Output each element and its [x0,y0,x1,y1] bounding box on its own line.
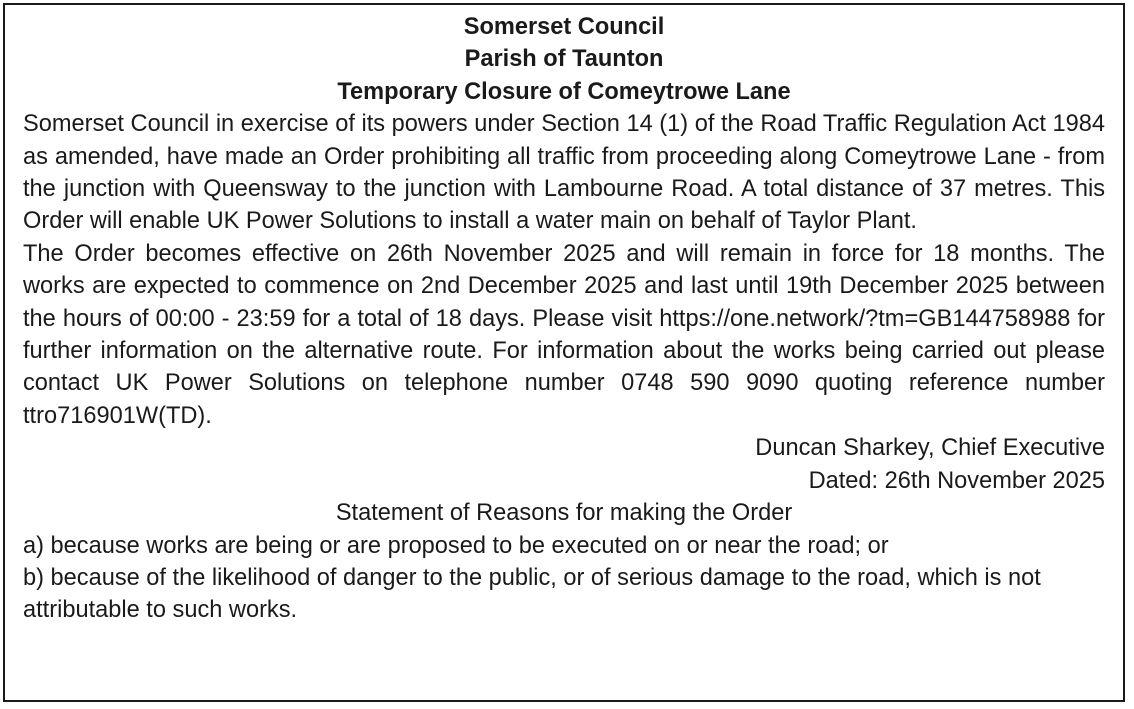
council-name: Somerset Council [463,14,665,40]
reasons-title: Statement of Reasons for making the Order [335,500,793,527]
effective-dates-paragraph: The Order becomes effective on 26th November 2025 and will remain in force for 18 months. The works are expected to commence on 2nd December 2025 and last until 19th December 2025 between the hours of 00:00 - 23:59 for a total of 18 days. Please visit https://one.network/?tm=GB144758988 for further information on the alternative route. For information about the works being carried out please contact UK Power Solutions on telephone number 0748 590 9090 quoting reference number ttro716901W(TD). [23,240,1105,429]
dated-line: Dated: 26th November 2025 [808,467,1105,494]
notice-title: Temporary Closure of Comeytrowe Lane [337,78,791,105]
reason-b: b) because of the likelihood of danger to the public, or of serious damage to the road, which is not attributable to such works. [23,564,1041,624]
signatory: Duncan Sharkey, Chief Executive [755,435,1105,462]
notice-heading [23,11,1105,108]
reason-a: a) because works are being or are proposed to be executed on or near the road; or [23,532,889,559]
order-paragraph: Somerset Council in exercise of its powers under Section 14 (1) of the Road Traffic Regulation Act 1984 as amended, have made an Order prohibiting all traffic from proceeding along Comeytrowe Lane - from the junction with Queensway to the junction with Lambourne Road. A total distance of 37 metres. This Order will enable UK Power Solutions to install a water main on behalf of Taylor Plant. [23,111,1105,235]
parish-name: Parish of Taunton [464,46,664,73]
public-notice [3,3,1125,702]
